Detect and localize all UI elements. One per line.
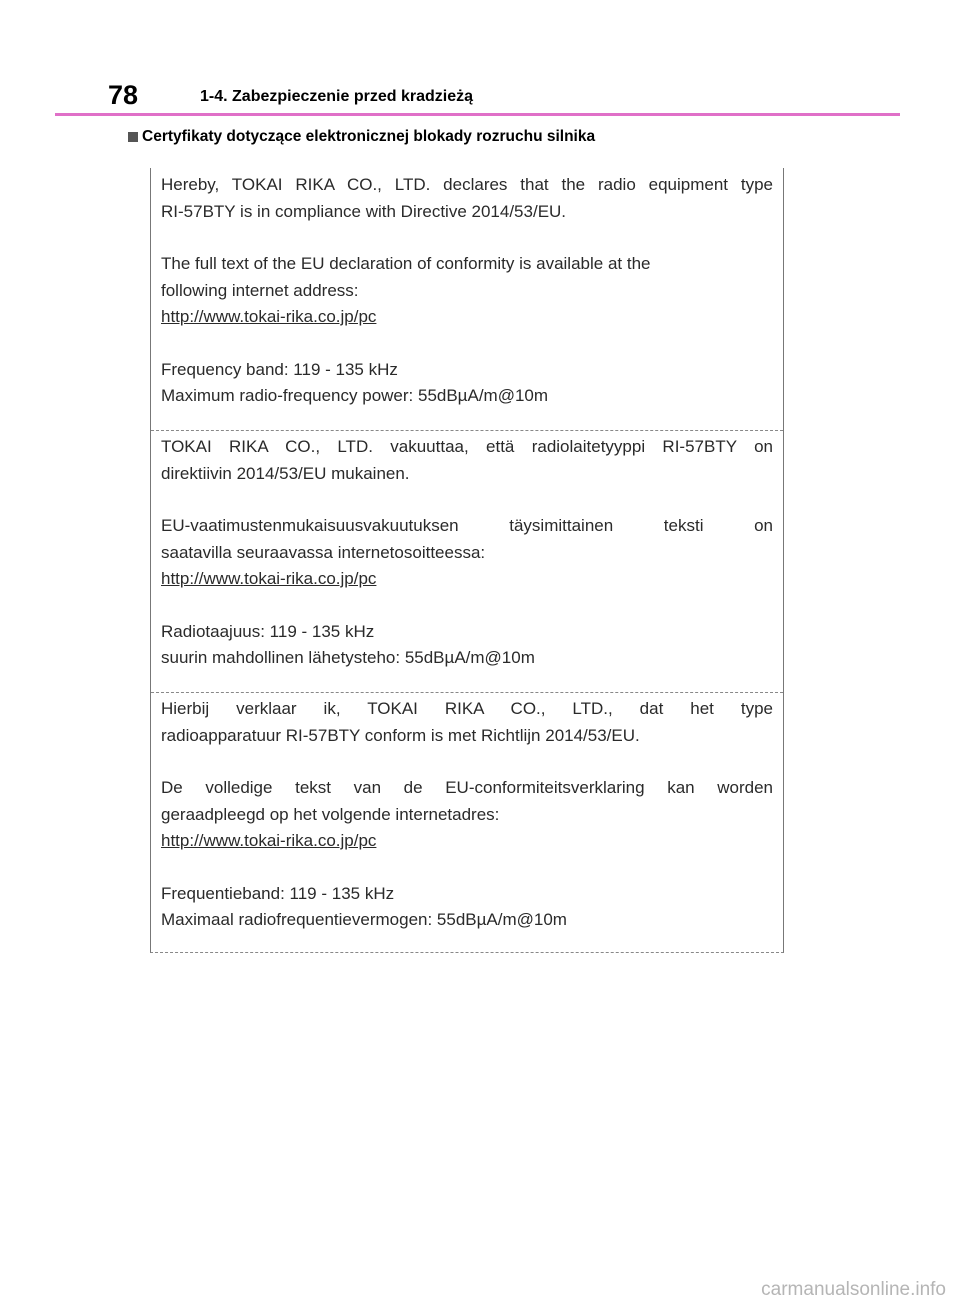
nl-url-link[interactable]: http://www.tokai-rika.co.jp/pc <box>161 831 377 850</box>
en-line-4: following internet address: <box>161 280 359 300</box>
nl-line-4: geraadpleegd op het volgende internetadres: <box>161 804 500 824</box>
certificate-box <box>150 168 784 953</box>
section-divider <box>151 692 783 693</box>
fi-line-2: direktiivin 2014/53/EU mukainen. <box>161 463 410 483</box>
certificate-english <box>151 172 783 410</box>
fi-line-4: saatavilla seuraavassa internetosoitteessa: <box>161 542 486 562</box>
section-heading-text: Certyfikaty dotyczące elektronicznej blokady rozruchu silnika <box>142 128 596 145</box>
fi-url-link[interactable]: http://www.tokai-rika.co.jp/pc <box>161 569 377 588</box>
section-heading <box>128 127 595 147</box>
fi-line-3: EU-vaatimustenmukaisuusvakuutuksen täysimittainen teksti on <box>161 516 773 535</box>
nl-frequency: Frequentieband: 119 - 135 kHz <box>161 883 395 903</box>
nl-line-2: radioapparatuur RI-57BTY conform is met Richtlijn 2014/53/EU. <box>161 725 640 745</box>
en-frequency: Frequency band: 119 - 135 kHz <box>161 359 398 379</box>
nl-line-1: Hierbij verklaar ik, TOKAI RIKA CO., LTD., dat het type <box>161 699 773 718</box>
en-line-3: The full text of the EU declaration of conformity is available at the <box>161 254 651 273</box>
nl-power: Maximaal radiofrequentievermogen: 55dBµA/m@10m <box>161 910 567 929</box>
en-power: Maximum radio-frequency power: 55dBµA/m@10m <box>161 386 549 405</box>
page-number: 78 <box>108 80 139 110</box>
chapter-title: 1-4. Zabezpieczenie przed kradzieżą <box>200 88 473 105</box>
fi-power: suurin mahdollinen lähetysteho: 55dBµA/m@10m <box>161 648 535 667</box>
en-line-2: RI-57BTY is in compliance with Directive 2014/53/EU. <box>161 201 567 221</box>
en-url-link[interactable]: http://www.tokai-rika.co.jp/pc <box>161 307 377 326</box>
nl-line-3: De volledige tekst van de EU-conformiteitsverklaring kan worden <box>161 778 773 797</box>
fi-frequency: Radiotaajuus: 119 - 135 kHz <box>161 621 375 641</box>
certificate-finnish <box>151 434 783 672</box>
certificate-dutch <box>151 696 783 934</box>
header-rule <box>55 113 900 116</box>
fi-line-1: TOKAI RIKA CO., LTD. vakuuttaa, että radiolaitetyyppi RI-57BTY on <box>161 437 773 456</box>
en-line-1: Hereby, TOKAI RIKA CO., LTD. declares that the radio equipment type <box>161 175 773 194</box>
square-bullet-icon <box>128 132 138 142</box>
watermark: carmanualsonline.info <box>761 1279 946 1300</box>
section-divider <box>151 430 783 431</box>
